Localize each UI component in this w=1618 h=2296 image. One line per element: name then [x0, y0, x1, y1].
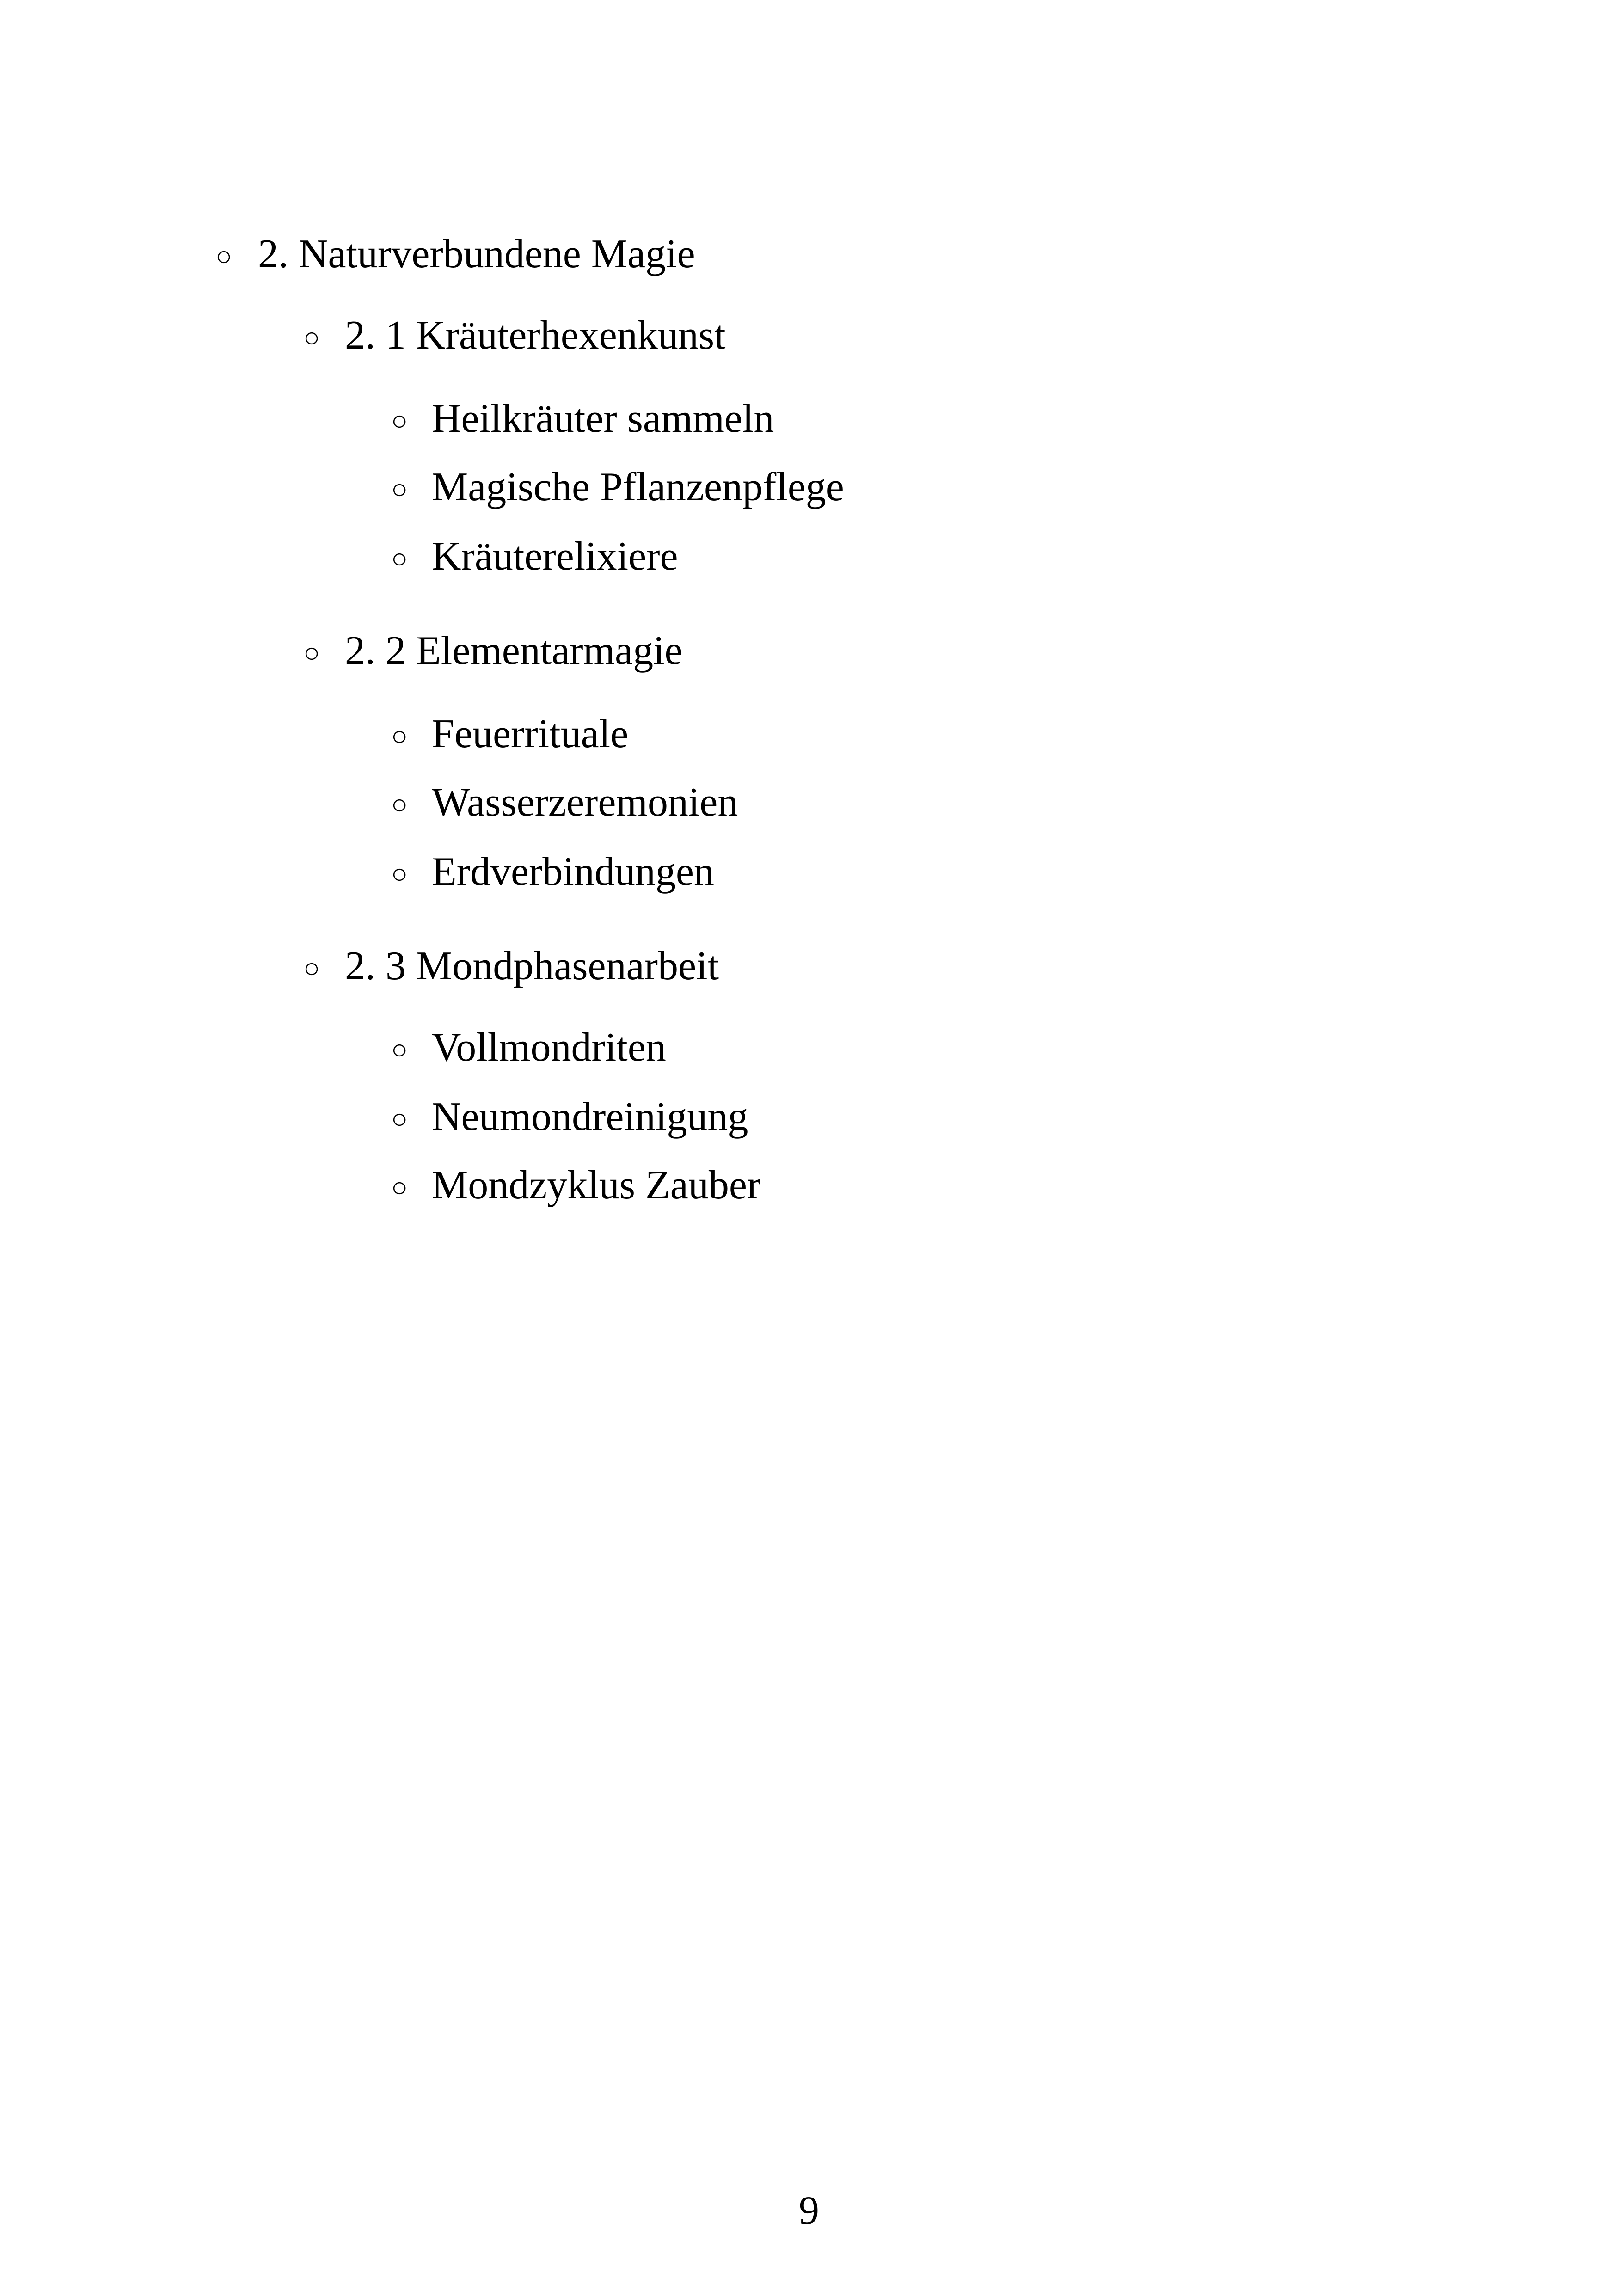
list-item: Mondzyklus Zauber [432, 1163, 761, 1208]
bullet-icon: ○ [215, 241, 233, 271]
bullet-icon: ○ [391, 474, 408, 504]
list-item: Feuerrituale [432, 712, 629, 756]
subsection-title: 2. 2 Elementarmagie [345, 628, 683, 673]
list-item: Magische Pflanzenpflege [432, 465, 844, 510]
bullet-icon: ○ [391, 721, 408, 751]
bullet-icon: ○ [391, 405, 408, 436]
list-item: Heilkräuter sammeln [432, 396, 774, 441]
bullet-icon: ○ [303, 953, 320, 983]
list-item: Wasserzeremonien [432, 780, 738, 825]
bullet-icon: ○ [391, 1034, 408, 1065]
bullet-icon: ○ [391, 859, 408, 889]
bullet-icon: ○ [391, 1104, 408, 1134]
subsection-title: 2. 1 Kräuterhexenkunst [345, 313, 726, 358]
page-number: 9 [799, 2188, 819, 2233]
bullet-icon: ○ [391, 543, 408, 574]
list-item: Vollmondriten [432, 1025, 666, 1070]
section-title: 2. Naturverbundene Magie [258, 232, 695, 276]
list-item: Neumondreinigung [432, 1094, 748, 1139]
list-item: Kräuterelixiere [432, 534, 678, 579]
bullet-icon: ○ [391, 789, 408, 820]
bullet-icon: ○ [303, 638, 320, 668]
list-item: Erdverbindungen [432, 849, 714, 894]
bullet-icon: ○ [391, 1172, 408, 1203]
subsection-title: 2. 3 Mondphasenarbeit [345, 944, 719, 988]
bullet-icon: ○ [303, 322, 320, 353]
